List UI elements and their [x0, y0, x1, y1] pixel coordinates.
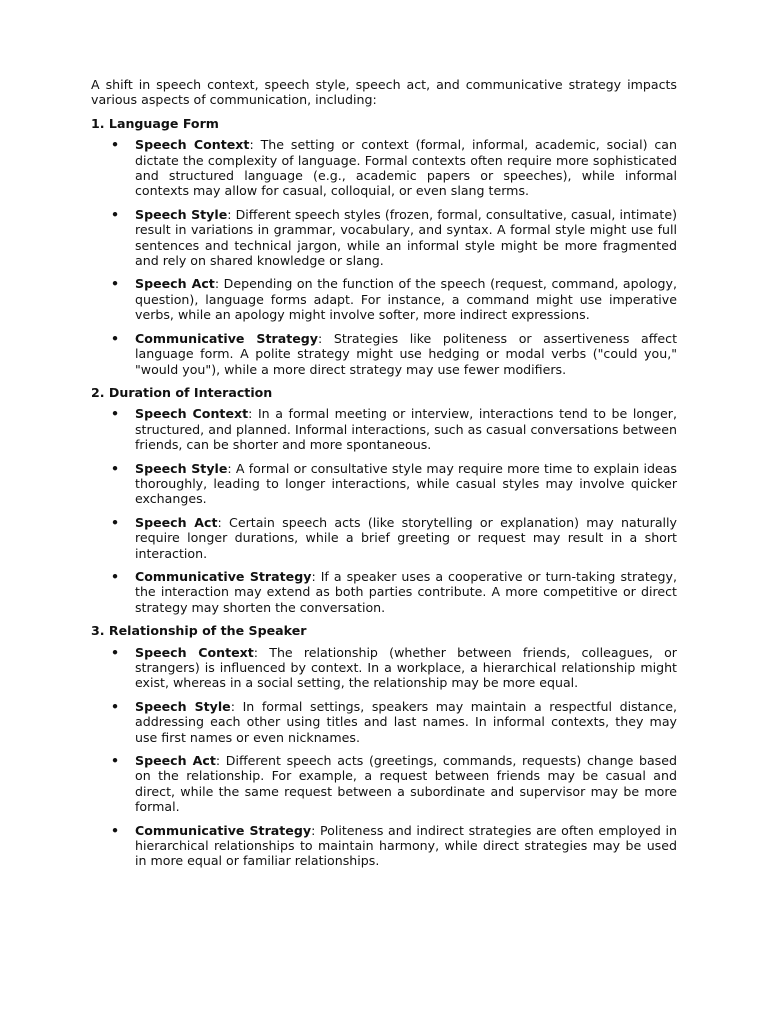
bullet-icon: • — [111, 137, 120, 153]
item-term: Speech Context — [135, 406, 249, 422]
item-term: Speech Style — [135, 460, 228, 476]
item-text: : Certain speech acts (like storytelling or explanation) may naturally require longer durations, while a brief greeting or request may result in a short interaction. — [135, 514, 677, 561]
bullet-list — [91, 406, 677, 615]
item-term: Speech Context — [135, 137, 250, 153]
item-term: Speech Style — [135, 698, 231, 714]
bullet-icon: • — [111, 206, 120, 222]
item-term: Communicative Strategy — [135, 822, 312, 838]
bullet-icon: • — [111, 514, 120, 530]
list-item — [91, 276, 677, 322]
bullet-icon: • — [111, 698, 120, 714]
item-term: Speech Style — [135, 206, 228, 222]
list-item — [91, 515, 677, 561]
item-term: Communicative Strategy — [135, 568, 312, 584]
section-heading: 1. Language Form — [91, 115, 219, 131]
item-term: Communicative Strategy — [135, 330, 318, 346]
bullet-icon: • — [111, 753, 120, 769]
item-term: Speech Context — [135, 644, 254, 660]
list-item — [91, 207, 677, 269]
list-item — [91, 753, 677, 815]
item-term: Speech Act — [135, 276, 215, 292]
section-relationship-of-the-speaker — [91, 623, 677, 869]
item-text: : A formal or consultative style may require more time to explain ideas thoroughly, leading to longer interactions, while casual styles may involve quicker exchanges. — [135, 460, 677, 507]
intro-paragraph: A shift in speech context, speech style, speech act, and communicative strategy impacts various aspects of communication, including: — [91, 77, 677, 108]
item-text: : Different speech styles (frozen, formal, consultative, casual, intimate) result in variations in grammar, vocabulary, and syntax. A formal style might use full sentences and technical jargon, while an informal style might be more fragmented and rely on shared knowledge or slang. — [135, 206, 677, 269]
section-heading: 2. Duration of Interaction — [91, 384, 273, 400]
section-duration-of-interaction — [91, 385, 677, 615]
bullet-icon: • — [111, 460, 120, 476]
item-text: : If a speaker uses a cooperative or turn-taking strategy, the interaction may extend as both parties contribute. A more competitive or direct strategy may shorten the conversation. — [135, 568, 677, 615]
list-item — [91, 645, 677, 691]
section-language-form — [91, 116, 677, 377]
list-item — [91, 406, 677, 452]
item-term: Speech Act — [135, 753, 216, 769]
bullet-icon: • — [111, 568, 120, 584]
bullet-icon: • — [111, 822, 120, 838]
list-item — [91, 569, 677, 615]
list-item — [91, 137, 677, 199]
bullet-list — [91, 645, 677, 869]
bullet-icon: • — [111, 406, 120, 422]
document-page — [91, 77, 677, 869]
item-text: : In formal settings, speakers may maintain a respectful distance, addressing each other using titles and last names. In informal contexts, they may use first names or even nicknames. — [135, 698, 677, 745]
bullet-icon: • — [111, 276, 120, 292]
list-item — [91, 331, 677, 377]
item-text: : In a formal meeting or interview, interactions tend to be longer, structured, and planned. Informal interactions, such as casual conversations between friends, can be shorter and more spontaneous. — [135, 406, 677, 453]
list-item — [91, 699, 677, 745]
item-text: : The relationship (whether between friends, colleagues, or strangers) is influenced by context. In a workplace, a hierarchical relationship might exist, whereas in a social setting, the relationship may be more equal. — [135, 644, 677, 691]
list-item — [91, 461, 677, 507]
item-text: : Politeness and indirect strategies are often employed in hierarchical relationships to maintain harmony, while direct strategies may be used in more equal or familiar relationships. — [135, 822, 677, 869]
item-text: : Strategies like politeness or assertiveness affect language form. A polite strategy might use hedging or modal verbs ("could you," "would you"), while a more direct strategy may use fewer modifiers. — [135, 330, 678, 377]
item-term: Speech Act — [135, 514, 218, 530]
list-item — [91, 823, 677, 869]
bullet-icon: • — [111, 330, 120, 346]
item-text: : The setting or context (formal, informal, academic, social) can dictate the complexity of language. Formal contexts often require more sophisticated and structured language (e.g., academic papers or speeches), while informal contexts may allow for casual, colloquial, or even slang terms. — [135, 137, 677, 199]
bullet-icon: • — [111, 644, 120, 660]
section-heading: 3. Relationship of the Speaker — [91, 623, 307, 639]
item-text: : Depending on the function of the speech (request, command, apology, question), language forms adapt. For instance, a command might use imperative verbs, while an apology might involve softer, more indirect expressions. — [135, 276, 678, 323]
bullet-list — [91, 137, 677, 377]
item-text: : Different speech acts (greetings, commands, requests) change based on the relationship. For example, a request between friends may be casual and direct, while the same request between a subordinate and supervisor may be more formal. — [135, 753, 677, 815]
